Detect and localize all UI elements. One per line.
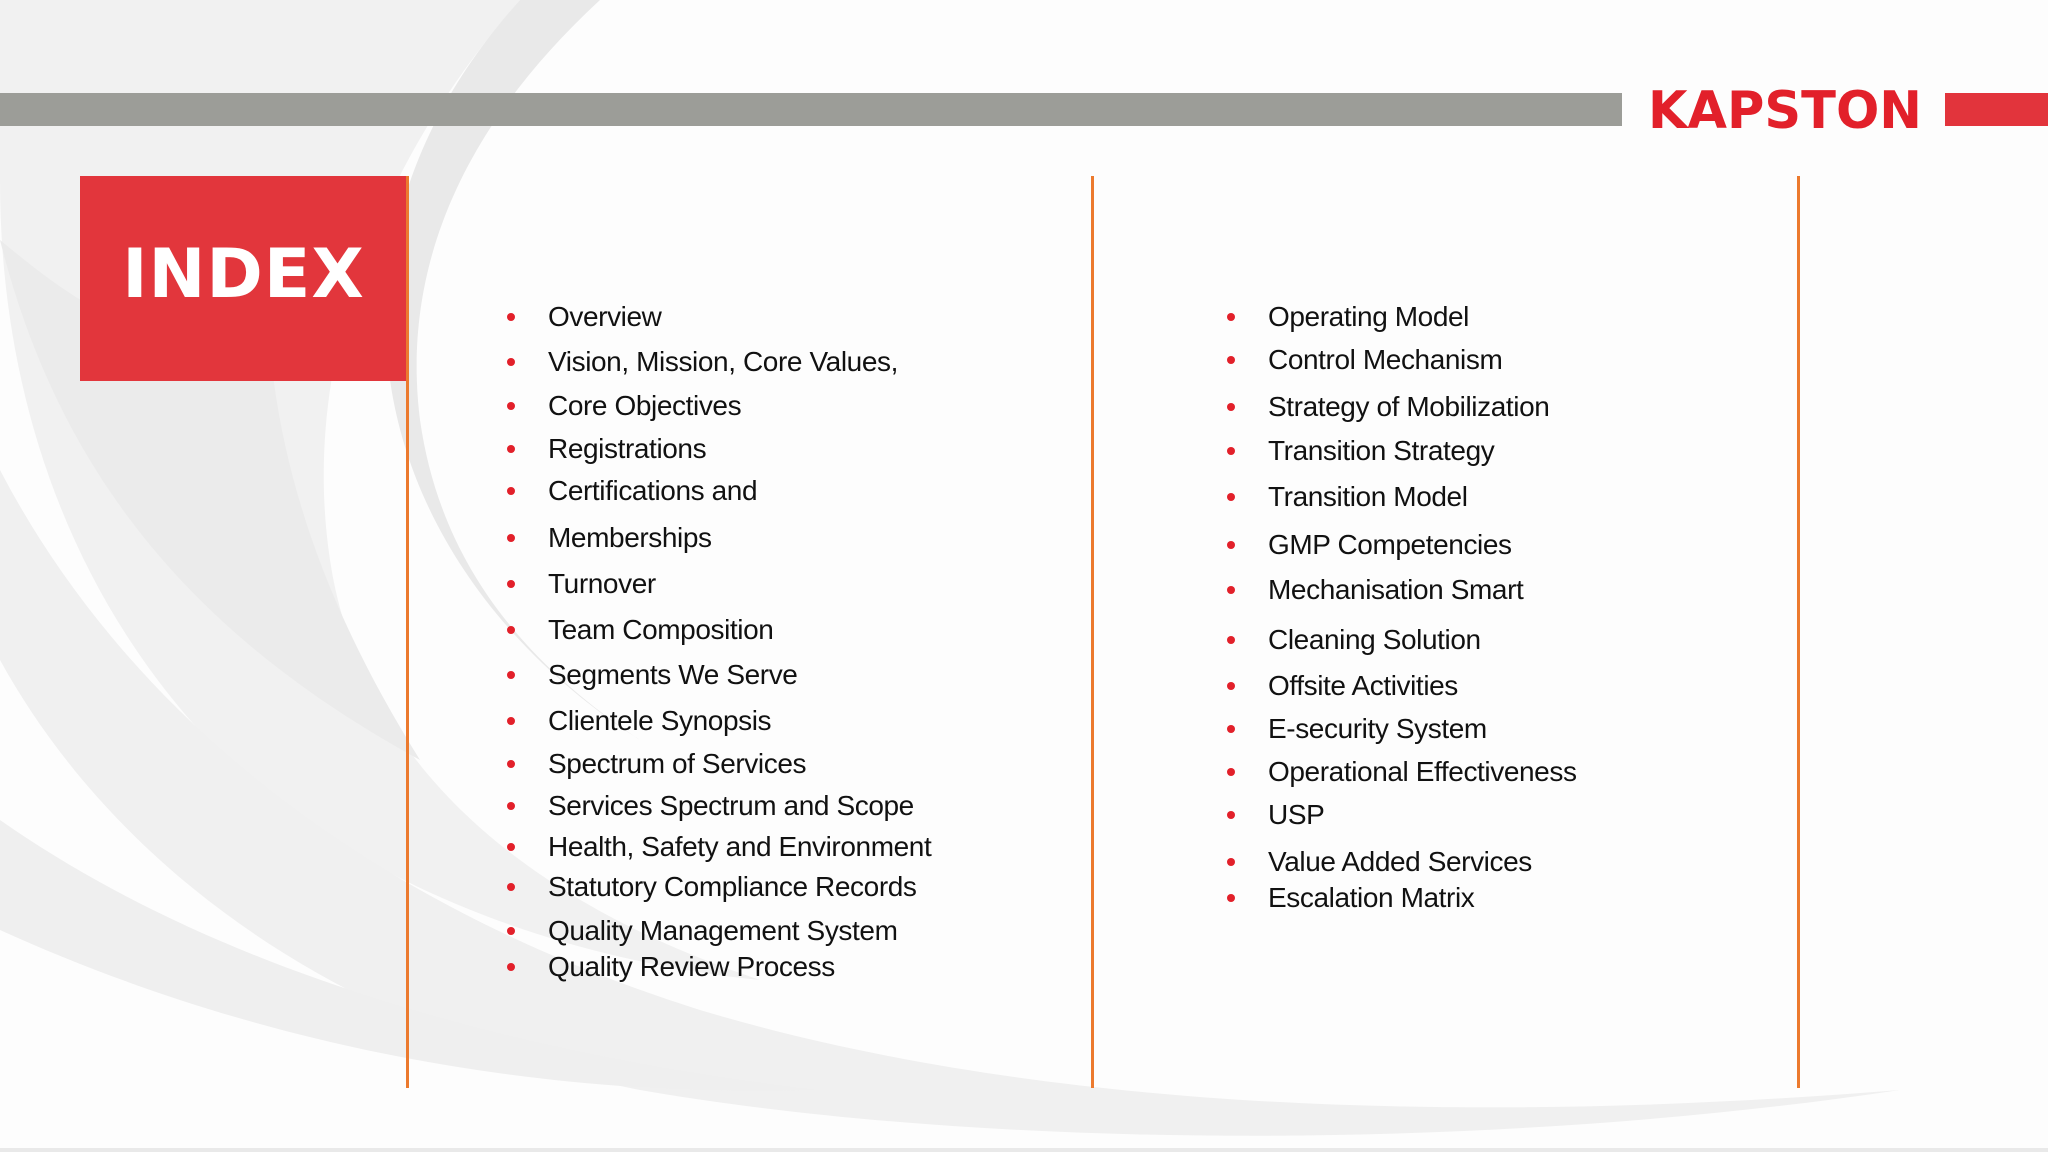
list-item-label: Overview [548, 301, 662, 332]
bullet-icon [1227, 636, 1235, 644]
list-item-label: Quality Review Process [548, 951, 835, 982]
header-gray-bar [0, 93, 1622, 126]
list-item-label: Escalation Matrix [1268, 882, 1475, 913]
bullet-icon [507, 626, 515, 634]
list-item-label: Value Added Services [1268, 846, 1532, 877]
svg-text:KAPSTON: KAPSTON [1648, 81, 1922, 141]
list-item-label: Segments We Serve [548, 659, 798, 690]
divider-right [1797, 176, 1800, 1088]
list-item-label: Team Composition [548, 614, 774, 645]
list-item-label: Services Spectrum and Scope [548, 790, 914, 821]
list-item-label: Clientele Synopsis [548, 705, 772, 736]
list-item-label: Statutory Compliance Records [548, 871, 917, 902]
list-item-label: Health, Safety and Environment [548, 831, 932, 862]
list-item-label: Cleaning Solution [1268, 624, 1481, 655]
bullet-icon [1227, 403, 1235, 411]
bullet-icon [507, 487, 515, 495]
bullet-icon [507, 402, 515, 410]
bullet-icon [507, 802, 515, 810]
bullet-icon [507, 883, 515, 891]
bullet-icon [1227, 356, 1235, 364]
bullet-icon [507, 963, 515, 971]
list-item-label: USP [1268, 799, 1325, 830]
list-item-label: Transition Model [1268, 481, 1468, 512]
bullet-icon [1227, 768, 1235, 776]
list-item-label: Certifications and [548, 475, 758, 506]
bullet-icon [507, 760, 515, 768]
list-item-label: Registrations [548, 433, 707, 464]
bullet-icon [1227, 586, 1235, 594]
bullet-icon [507, 671, 515, 679]
list-item-label: Strategy of Mobilization [1268, 391, 1550, 422]
bullet-icon [1227, 313, 1235, 321]
list-item-label: Offsite Activities [1268, 670, 1458, 701]
header-red-bar [1945, 93, 2048, 126]
bullet-icon [507, 717, 515, 725]
kapston-logo [1648, 76, 1924, 142]
list-item-label: Core Objectives [548, 390, 742, 421]
divider-left [406, 176, 409, 1088]
bottom-strip [0, 1148, 2048, 1152]
bullet-icon [1227, 493, 1235, 501]
list-item-label: Spectrum of Services [548, 748, 807, 779]
bullet-icon [1227, 894, 1235, 902]
bullet-icon [507, 534, 515, 542]
list-item-label: Turnover [548, 568, 656, 599]
list-item-label: Mechanisation Smart [1268, 574, 1524, 605]
list-item-label: GMP Competencies [1268, 529, 1512, 560]
bullet-icon [507, 358, 515, 366]
bullet-icon [1227, 541, 1235, 549]
list-item-label: Quality Management System [548, 915, 898, 946]
list-item-label: Operational Effectiveness [1268, 756, 1577, 787]
bullet-icon [507, 313, 515, 321]
list-item-label: Memberships [548, 522, 712, 553]
list-item-label: E-security System [1268, 713, 1487, 744]
bullet-icon [1227, 811, 1235, 819]
bullet-icon [507, 580, 515, 588]
bullet-icon [1227, 682, 1235, 690]
list-item-label: Transition Strategy [1268, 435, 1495, 466]
bullet-icon [507, 843, 515, 851]
index-title-box [80, 176, 407, 381]
bullet-icon [1227, 447, 1235, 455]
list-item-label: Control Mechanism [1268, 344, 1503, 375]
bullet-icon [1227, 725, 1235, 733]
bullet-icon [507, 445, 515, 453]
list-item-label: Operating Model [1268, 301, 1470, 332]
list-item-label: Vision, Mission, Core Values, [548, 346, 898, 377]
page-title: INDEX [122, 235, 365, 314]
bullet-icon [507, 927, 515, 935]
divider-middle [1091, 176, 1094, 1088]
bullet-icon [1227, 858, 1235, 866]
